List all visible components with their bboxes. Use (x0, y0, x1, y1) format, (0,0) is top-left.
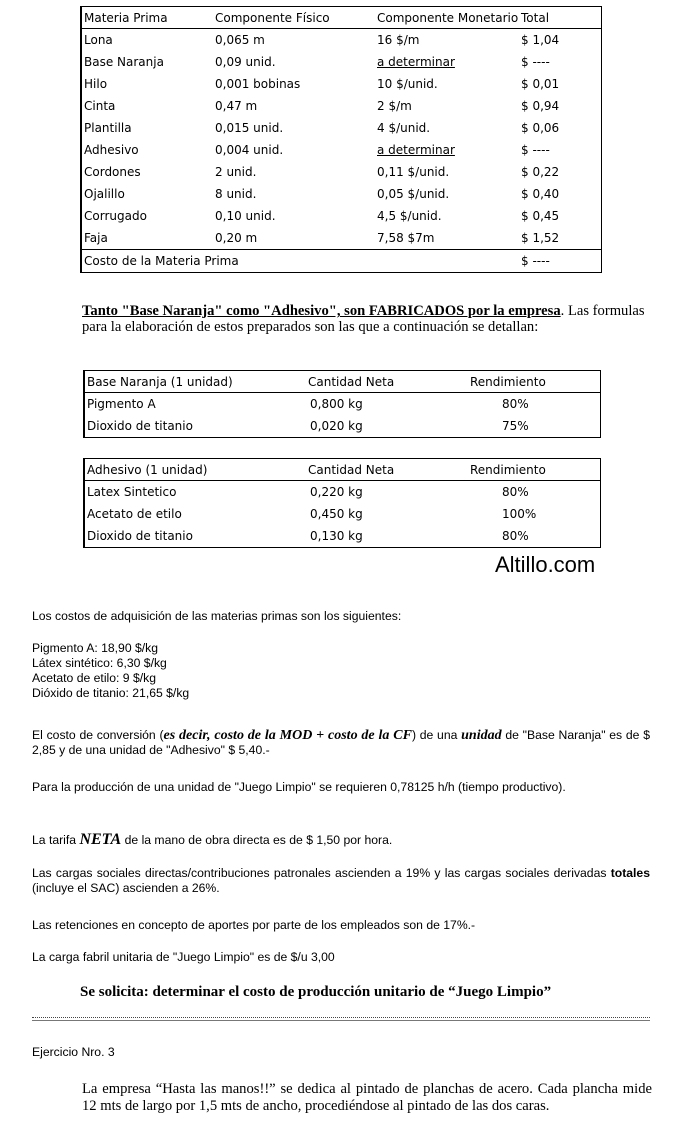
fabricated-notice (82, 303, 652, 335)
column-divider (81, 7, 82, 272)
cell: $ 1,04 (521, 33, 560, 47)
table-row (81, 117, 601, 139)
costs-intro: Los costos de adquisición de las materias primas son los siguientes: (32, 609, 402, 623)
table-row (84, 415, 600, 437)
solicita-heading: Se solicita: determinar el costo de producción unitario de “Juego Limpio” (80, 984, 552, 1000)
cell: $ 0,06 (521, 121, 560, 135)
cell: 0,130 kg (310, 529, 363, 543)
cell: Base Naranja (84, 55, 164, 69)
materials-total-label: Costo de la Materia Prima (84, 254, 239, 268)
table-row (81, 183, 601, 205)
cell: $ 0,22 (521, 165, 560, 179)
cell: $ 0,45 (521, 209, 560, 223)
table-row (84, 393, 600, 415)
materials-table-header (81, 7, 601, 29)
materials-table (80, 6, 602, 273)
cell: Cinta (84, 99, 116, 113)
text-run: de "Base Naranja" es de $ 2,85 y de una unidad de "Adhesivo" $ 5,40.- (32, 728, 650, 757)
cell: $ 1,52 (521, 231, 560, 245)
cell: Plantilla (84, 121, 132, 135)
cell: Acetato de etilo (87, 507, 182, 521)
adhesivo-table (83, 458, 601, 548)
cell: a determinar (377, 143, 455, 157)
cell: 0,015 unid. (215, 121, 284, 135)
cell: 2 $/m (377, 99, 412, 113)
carga-fabril-paragraph: La carga fabril unitaria de "Juego Limpio" es de $/u 3,00 (32, 950, 335, 964)
exercise-text: La empresa “Hasta las manos!!” se dedica al pintado de planchas de acero. Cada plancha mide 12 mts de largo por 1,5 mts de ancho, procediéndose al pintado de las dos caras. (82, 1081, 652, 1114)
cell: 100% (502, 507, 537, 521)
cell: 0,09 unid. (215, 55, 276, 69)
fabricated-notice-bold: Tanto "Base Naranja" como "Adhesivo", son FABRICADOS por la empresa (82, 303, 561, 319)
table-row (81, 227, 601, 249)
cell: Lona (84, 33, 113, 47)
separator-dotted (32, 1017, 650, 1018)
cell: Dioxido de titanio (87, 529, 193, 543)
header-componente-monetario: Componente Monetario (377, 11, 519, 25)
cell: $ 0,40 (521, 187, 560, 201)
cell: 80% (502, 397, 529, 411)
cost-line: Dióxido de titanio: 21,65 $/kg (32, 686, 190, 700)
text-run-emphasis: es decir, costo de la MOD + costo de la CF (163, 728, 412, 743)
cell: $ ---- (521, 55, 550, 69)
cargas-paragraph (32, 866, 650, 896)
cell: a determinar (377, 55, 455, 69)
column-divider (84, 371, 85, 437)
text-run: La tarifa (32, 833, 80, 847)
table-row (84, 481, 600, 503)
fabricated-notice-text: Las formulas para la elaboración de estos preparados son las que a continuación se detallan: (82, 303, 645, 335)
column-divider (84, 459, 85, 547)
cell: Latex Sintetico (87, 485, 177, 499)
header-cell: Cantidad Neta (308, 463, 395, 477)
cost-line: Látex sintético: 6,30 $/kg (32, 656, 167, 670)
cell: 16 $/m (377, 33, 420, 47)
cell: 80% (502, 529, 529, 543)
table-row (81, 139, 601, 161)
cell: 0,20 m (215, 231, 258, 245)
table-row (81, 29, 601, 51)
table-row (81, 73, 601, 95)
table-row (81, 161, 601, 183)
cost-line: Pigmento A: 18,90 $/kg (32, 641, 159, 655)
text-run: (incluye el SAC) ascienden a 26%. (32, 881, 220, 895)
header-cell: Adhesivo (1 unidad) (87, 463, 208, 477)
cell: Faja (84, 231, 108, 245)
conversion-paragraph (32, 728, 650, 758)
exercise-title: Ejercicio Nro. 3 (32, 1045, 115, 1059)
cell: 0,450 kg (310, 507, 363, 521)
header-materia-prima: Materia Prima (84, 11, 168, 25)
table-row (81, 51, 601, 73)
cell: Corrugado (84, 209, 147, 223)
text-run: de la mano de obra directa es de $ 1,50 por hora. (121, 833, 393, 847)
header-cell: Base Naranja (1 unidad) (87, 375, 233, 389)
header-cell: Rendimiento (470, 463, 546, 477)
cell: Dioxido de titanio (87, 419, 193, 433)
cell: 10 $/unid. (377, 77, 438, 91)
base-naranja-header (84, 371, 600, 393)
table-row (84, 525, 600, 547)
cell: Adhesivo (84, 143, 139, 157)
header-cell: Rendimiento (470, 375, 546, 389)
cell: $ 0,94 (521, 99, 560, 113)
cell: 80% (502, 485, 529, 499)
text-run: El costo de conversión ( (32, 728, 164, 742)
text-run: Las cargas sociales directas/contribuciones patronales ascienden a 19% y las cargas sociales derivadas (32, 866, 611, 880)
text-run-emphasis: unidad (461, 728, 502, 743)
cell: 2 unid. (215, 165, 257, 179)
cell: 8 unid. (215, 187, 257, 201)
cell: 0,800 kg (310, 397, 363, 411)
watermark: Altillo.com (495, 552, 596, 577)
cell: $ ---- (521, 143, 550, 157)
cell: 0,065 m (215, 33, 265, 47)
base-naranja-table (83, 370, 601, 438)
text-run-emphasis: NETA (79, 831, 122, 848)
cell: 0,47 m (215, 99, 258, 113)
table-row (84, 503, 600, 525)
cell: 0,220 kg (310, 485, 363, 499)
cost-list (32, 641, 650, 701)
text-run-bold: totales (610, 866, 650, 880)
cell: $ 0,01 (521, 77, 560, 91)
cell: 75% (502, 419, 529, 433)
cell: 0,004 unid. (215, 143, 284, 157)
separator-line (32, 1020, 650, 1021)
cell: 0,020 kg (310, 419, 363, 433)
cell: Pigmento A (87, 397, 156, 411)
retenciones-paragraph: Las retenciones en concepto de aportes por parte de los empleados son de 17%.- (32, 918, 476, 932)
tarifa-paragraph (32, 832, 650, 848)
materials-total-row (81, 249, 601, 272)
production-paragraph: Para la producción de una unidad de "Juego Limpio" se requieren 0,78125 h/h (tiempo productivo). (32, 780, 566, 794)
cell: 0,11 $/unid. (377, 165, 450, 179)
cell: 0,05 $/unid. (377, 187, 450, 201)
cell: 4 $/unid. (377, 121, 431, 135)
adhesivo-header (84, 459, 600, 481)
fabricated-notice-period: . (560, 303, 565, 319)
header-total: Total (521, 11, 550, 25)
cost-line: Acetato de etilo: 9 $/kg (32, 671, 156, 685)
cell: Ojalillo (84, 187, 125, 201)
cell: Cordones (84, 165, 141, 179)
cell: 0,10 unid. (215, 209, 276, 223)
text-run: ) de una (411, 728, 462, 742)
header-cell: Cantidad Neta (308, 375, 395, 389)
materials-total-value: $ ---- (521, 254, 550, 268)
cell: Hilo (84, 77, 108, 91)
table-row (81, 205, 601, 227)
cell: 0,001 bobinas (215, 77, 301, 91)
cell: 4,5 $/unid. (377, 209, 442, 223)
cell: 7,58 $7m (377, 231, 435, 245)
header-componente-fisico: Componente Físico (215, 11, 330, 25)
table-row (81, 95, 601, 117)
